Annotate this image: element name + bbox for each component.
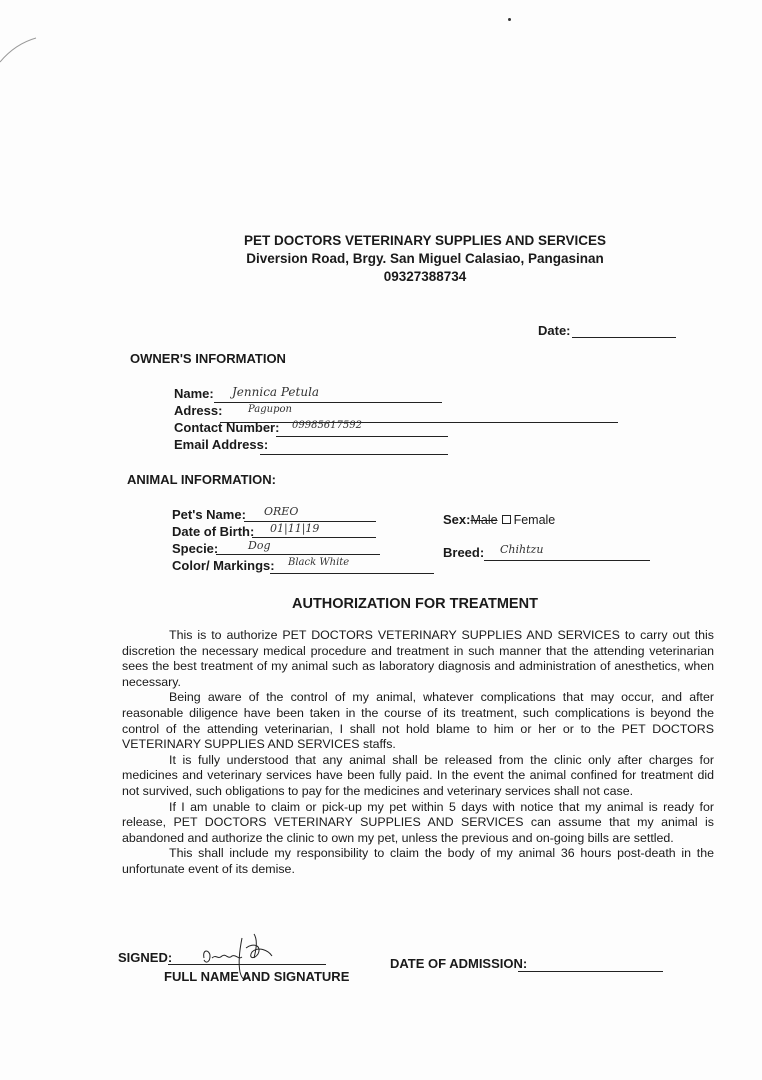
owner-address-value: Pagupon — [248, 404, 292, 415]
authorization-paragraph: Being aware of the control of my animal, whatever complications that may occur, and after reasonable diligence have been taken in the course of its treatment, such complications is beyond the control of the attending veterinarian, I shall not hold blame to him or her or to the PET DOCTORS VETERINARY SUPPLIES AND SERVICES staffs. — [122, 690, 714, 752]
owner-email-label: Email Address: — [174, 437, 269, 452]
specie-line[interactable] — [216, 554, 380, 555]
owner-address-label: Adress: — [174, 403, 223, 418]
sex-male-option[interactable] — [470, 513, 497, 527]
page-edge-mark — [0, 0, 40, 70]
signature-caption: FULL NAME AND SIGNATURE — [164, 969, 350, 984]
specie-value: Dog — [248, 539, 271, 552]
sex-female-label: Female — [513, 513, 556, 527]
stray-dot — [508, 18, 511, 21]
owner-contact-value: 09985617592 — [292, 420, 362, 431]
clinic-address: Diversion Road, Brgy. San Miguel Calasiao, Pangasinan — [246, 251, 604, 266]
animal-heading: ANIMAL INFORMATION: — [127, 472, 276, 487]
owner-name-line[interactable] — [214, 402, 442, 403]
sex-female-checkbox[interactable] — [502, 515, 511, 524]
date-label: Date: — [538, 323, 571, 338]
owner-address-line[interactable] — [220, 422, 618, 423]
clinic-name: PET DOCTORS VETERINARY SUPPLIES AND SERVICES — [243, 233, 607, 248]
admission-line[interactable] — [518, 971, 663, 972]
clinic-phone: 09327388734 — [383, 269, 467, 284]
color-line[interactable] — [270, 573, 434, 574]
owner-contact-line[interactable] — [276, 436, 448, 437]
color-value: Black White — [288, 557, 350, 568]
owner-name-label: Name: — [174, 386, 214, 401]
authorization-paragraph: This shall include my responsibility to claim the body of my animal 36 hours post-death in the unfortunate event of its demise. — [122, 846, 714, 876]
authorization-body — [122, 628, 714, 878]
color-label: Color/ Markings: — [172, 558, 275, 573]
breed-line[interactable] — [484, 560, 650, 561]
date-field-line[interactable] — [572, 337, 676, 338]
authorization-paragraph: This is to authorize PET DOCTORS VETERINARY SUPPLIES AND SERVICES to carry out this discretion the necessary medical procedure and treatment in such manner that the attending veterinarian sees the best treatment of my animal such as laboratory diagnosis and administration of anesthetics, when necessary. — [122, 628, 714, 689]
owner-name-value: Jennica Petula — [232, 385, 320, 399]
dob-line[interactable] — [252, 537, 376, 538]
sex-male-label: Male — [470, 513, 498, 527]
clinic-header — [230, 232, 620, 286]
signed-label: SIGNED: — [118, 950, 173, 965]
dob-label: Date of Birth: — [172, 524, 255, 539]
owner-heading: OWNER'S INFORMATION — [130, 351, 286, 366]
authorization-paragraph: If I am unable to claim or pick-up my pet within 5 days with notice that my animal is ready for release, PET DOCTORS VETERINARY SUPPLIES AND SERVICES can assume that my animal is abandoned and authorize the clinic to own my pet, unless the previous and on-going bills are settled. — [122, 799, 714, 845]
authorization-paragraph: It is fully understood that any animal shall be released from the clinic only after charges for medicines and veterinary services have been fully paid. In the event the animal confined for treatment did not survived, such obligations to pay for the medicines and veterinary services shall not case. — [122, 752, 714, 798]
authorization-title: AUTHORIZATION FOR TREATMENT — [292, 596, 538, 612]
breed-label: Breed: — [443, 545, 485, 560]
specie-label: Specie: — [172, 541, 219, 556]
pet-name-label: Pet's Name: — [172, 507, 246, 522]
owner-email-line[interactable] — [260, 454, 448, 455]
dob-value: 01|11|19 — [270, 522, 320, 535]
sex-label: Sex: — [443, 512, 471, 527]
breed-value: Chihtzu — [500, 543, 544, 556]
owner-contact-label: Contact Number: — [174, 420, 280, 435]
pet-name-value: OREO — [264, 505, 299, 518]
handwritten-signature — [196, 928, 286, 988]
admission-label: DATE OF ADMISSION: — [390, 956, 528, 971]
sex-field — [443, 512, 555, 527]
